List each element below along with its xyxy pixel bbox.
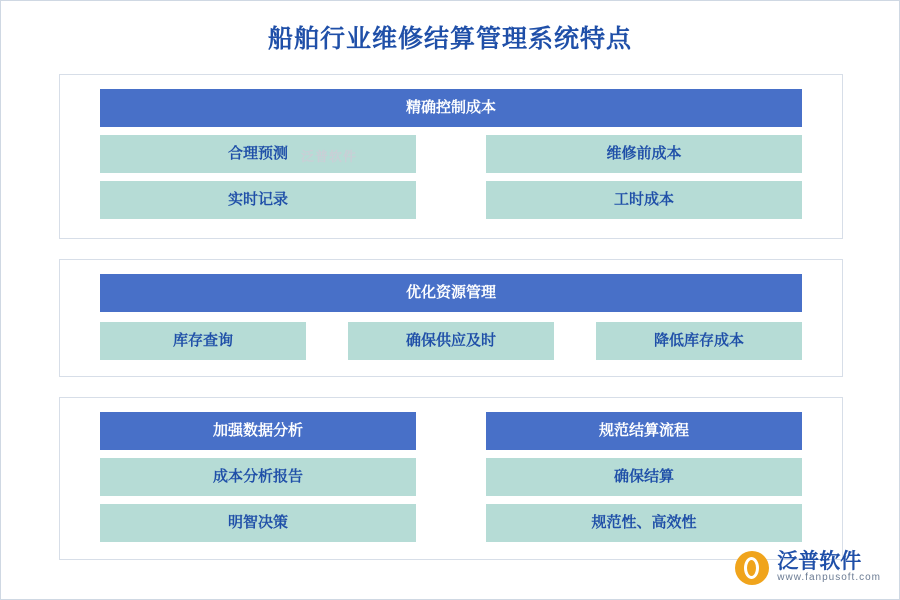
cell-item: 合理预测: [100, 135, 416, 173]
group-header-resource-management: 优化资源管理: [100, 274, 802, 312]
cell-item: 确保供应及时: [348, 322, 554, 360]
logo-text: [777, 552, 881, 584]
watermark-label: 泛普软件: [301, 149, 358, 164]
group-row: [60, 496, 842, 542]
logo-icon: [735, 551, 769, 585]
group-cost-control: [59, 74, 843, 239]
cell-item: 确保结算: [486, 458, 802, 496]
cell-item: 规范性、高效性: [486, 504, 802, 542]
page-title: 船舶行业维修结算管理系统特点: [267, 25, 632, 53]
group-resource-management: [59, 259, 843, 377]
cell-item: 库存查询: [100, 322, 306, 360]
cell-item: 成本分析报告: [100, 458, 416, 496]
group-row: [60, 450, 842, 496]
logo-name-cn: 泛普软件: [777, 550, 862, 573]
group-header-cost-control: 精确控制成本: [100, 89, 802, 127]
group-row: [60, 312, 842, 360]
group-header-data-analysis: 加强数据分析: [100, 412, 416, 450]
group-row: [60, 173, 842, 219]
cell-item: 实时记录: [100, 181, 416, 219]
cell-item: 明智决策: [100, 504, 416, 542]
cell-item: 维修前成本: [486, 135, 802, 173]
cell-item: 降低库存成本: [596, 322, 802, 360]
cell-item: 工时成本: [486, 181, 802, 219]
group-header-settlement-process: 规范结算流程: [486, 412, 802, 450]
group-row: [60, 127, 842, 173]
group-analysis-and-settlement: [59, 397, 843, 560]
group-header-row: [60, 398, 842, 450]
brand-logo: [735, 551, 881, 585]
logo-name-en: www.fanpusoft.com: [777, 572, 881, 583]
